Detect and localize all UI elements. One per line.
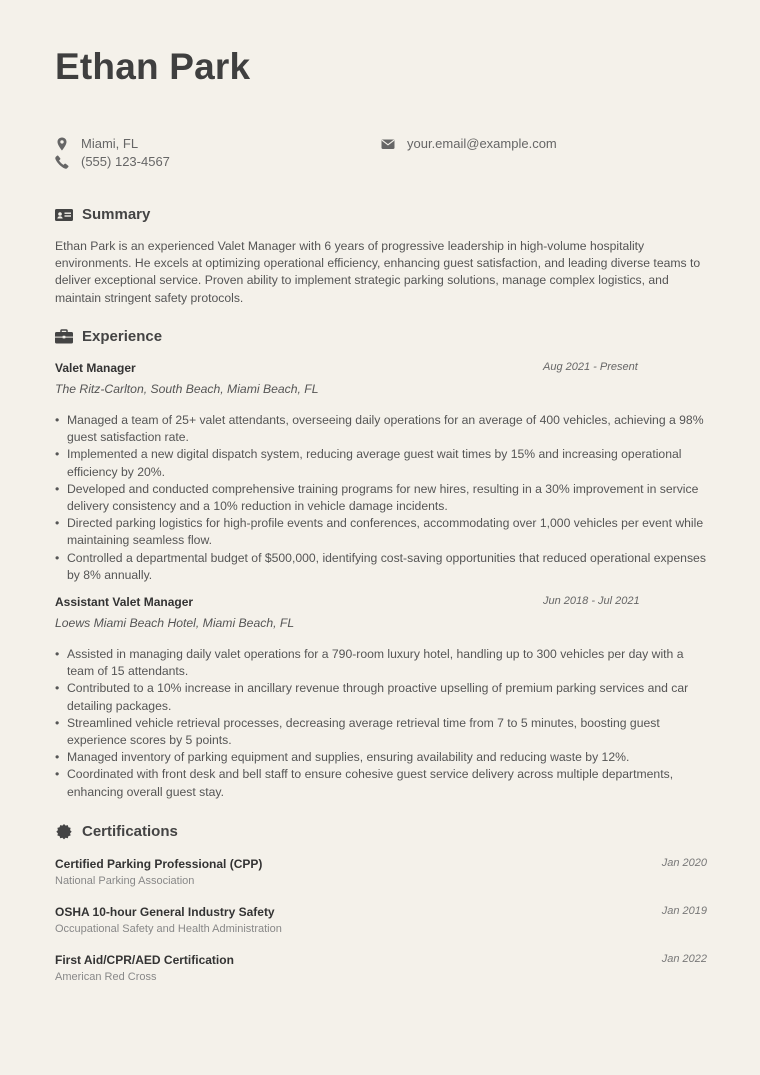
list-item: • Controlled a departmental budget of $500,000, identifying cost-saving opportunities that reduced operational expenses by 8% annually. (55, 550, 707, 584)
contact-phone (55, 153, 170, 170)
cert-name: First Aid/CPR/AED Certification (55, 953, 234, 967)
certification-item (55, 857, 707, 891)
cert-org: National Parking Association (55, 875, 195, 887)
summary-heading (55, 206, 150, 223)
email-link[interactable]: your.email@example.com (407, 136, 557, 151)
cert-org: American Red Cross (55, 971, 157, 983)
briefcase-icon (55, 329, 73, 345)
contact-location (55, 135, 138, 152)
list-item: • Streamlined vehicle retrieval processes, decreasing average retrieval time from 7 to 5 minutes, boosting guest experience scores by 5 points. (55, 715, 707, 749)
id-card-icon (55, 207, 73, 223)
cert-name: OSHA 10-hour General Industry Safety (55, 905, 275, 919)
list-item: • Directed parking logistics for high-profile events and conferences, accommodating over 1,000 vehicles per event while maintaining seamless flow. (55, 515, 707, 549)
job-dates: Aug 2021 - Present (543, 361, 638, 373)
list-item: • Implemented a new digital dispatch system, reducing average guest wait times by 15% and increasing operational efficiency by 20%. (55, 446, 707, 480)
job-company: Loews Miami Beach Hotel, Miami Beach, FL (55, 616, 295, 630)
candidate-name: Ethan Park (55, 46, 251, 87)
badge-icon (55, 824, 73, 840)
list-item: • Managed inventory of parking equipment and supplies, ensuring availability and reducing waste by 12%. (55, 749, 707, 766)
cert-org: Occupational Safety and Health Administration (55, 923, 282, 935)
summary-text: Ethan Park is an experienced Valet Manager with 6 years of progressive leadership in high-volume hospitality environments. He excels at optimizing operational efficiency, enhancing guest satisfaction, and leading diverse teams to deliver exceptional service. Proven ability to implement strategic parking solutions, manage complex logistics, and maintain stringent safety protocols. (55, 239, 701, 305)
location-text: Miami, FL (81, 136, 139, 151)
experience-title: Experience (82, 328, 163, 345)
experience-heading (55, 328, 162, 345)
contact-block (55, 135, 705, 175)
job-title: Valet Manager (55, 361, 136, 375)
cert-name: Certified Parking Professional (CPP) (55, 857, 263, 871)
cert-date: Jan 2019 (661, 905, 707, 917)
summary-title: Summary (82, 206, 151, 223)
certification-item (55, 953, 707, 987)
contact-email (381, 135, 557, 152)
phone-icon (55, 155, 69, 169)
job-bullets (55, 646, 707, 801)
job-entry (55, 361, 707, 586)
cert-date: Jan 2020 (661, 857, 707, 869)
job-title: Assistant Valet Manager (55, 595, 194, 609)
certifications-heading (55, 823, 178, 840)
job-dates: Jun 2018 - Jul 2021 (543, 595, 640, 607)
certification-item (55, 905, 707, 939)
map-pin-icon (55, 137, 69, 151)
cert-date: Jan 2022 (661, 953, 707, 965)
list-item: • Developed and conducted comprehensive training programs for new hires, resulting in a 30% improvement in service delivery consistency and a 10% reduction in vehicle damage incidents. (55, 481, 707, 515)
job-bullets (55, 412, 707, 584)
envelope-icon (381, 137, 395, 151)
list-item: • Managed a team of 25+ valet attendants, overseeing daily operations for an average of 400 vehicles, achieving a 98% guest satisfaction rate. (55, 412, 707, 446)
job-entry (55, 595, 707, 805)
job-company: The Ritz-Carlton, South Beach, Miami Beach, FL (55, 382, 319, 396)
list-item: • Coordinated with front desk and bell staff to ensure cohesive guest service delivery across multiple departments, enhancing overall guest stay. (55, 766, 707, 800)
list-item: • Contributed to a 10% increase in ancillary revenue through proactive upselling of premium parking services and car detailing packages. (55, 680, 707, 714)
phone-text: (555) 123-4567 (81, 154, 170, 169)
certifications-title: Certifications (82, 823, 178, 840)
list-item: • Assisted in managing daily valet operations for a 790-room luxury hotel, handling up to 300 vehicles per day with a team of 15 attendants. (55, 646, 707, 680)
